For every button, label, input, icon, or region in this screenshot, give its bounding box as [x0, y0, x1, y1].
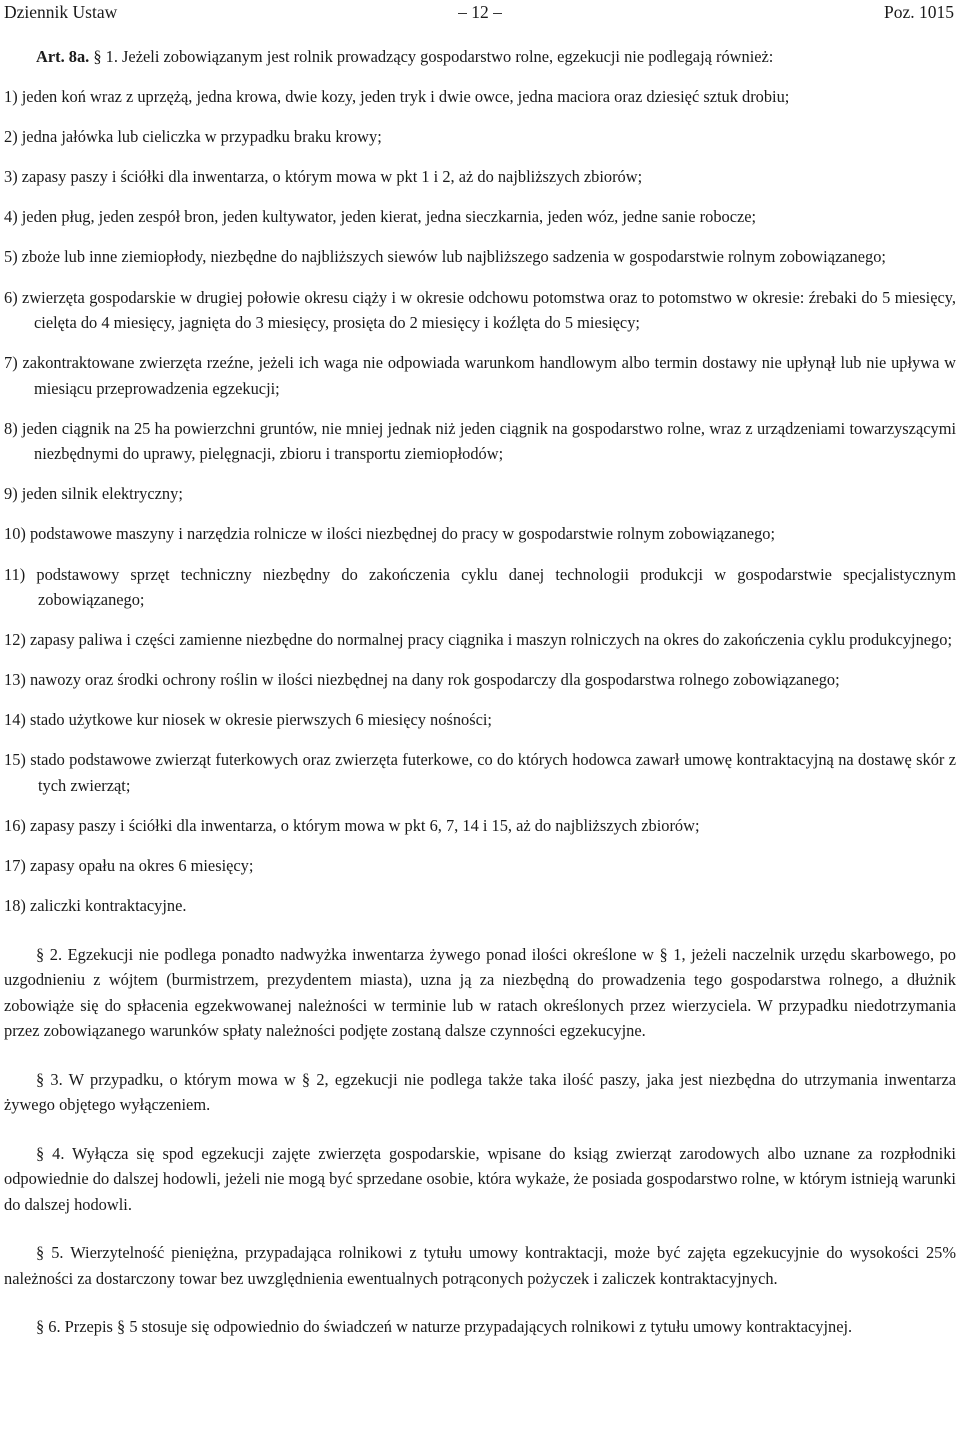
page-header [0, 0, 960, 26]
document-body [4, 44, 956, 1354]
list-item: 8) jeden ciągnik na 25 ha powierzchni gruntów, nie mniej jednak niż jeden ciągnik na gospodarstwo rolne, wraz z urządzeniami towarzyszącymi niezbędnymi do uprawy, pielęgnacji, zbioru i transportu ziemiopłodów; [4, 418, 956, 464]
list-item: 10) podstawowe maszyny i narzędzia rolnicze w ilości niezbędnej do pracy w gospodarstwie rolnym zobowiązanego; [4, 524, 776, 544]
list-item: 15) stado podstawowe zwierząt futerkowych oraz zwierzęta futerkowe, co do których hodowca zawarł umowę kontraktacyjną na dostawę skór z tych zwierząt; [4, 750, 956, 795]
journal-title: Dziennik Ustaw [4, 2, 118, 22]
list-item: 16) zapasy paszy i ściółki dla inwentarza, o którym mowa w pkt 6, 7, 14 i 15, aż do najbliższych zbiorów; [4, 816, 700, 835]
list-item: 17) zapasy opału na okres 6 miesięcy; [4, 856, 254, 876]
list-item: 6) zwierzęta gospodarskie w drugiej połowie okresu ciąży i w okresie odchowu potomstwa oraz to potomstwo w okresie: źrebaki do 5 miesięcy, cielęta do 4 miesięcy, jagnięta do 3 miesięcy, prosięta do 2 miesięcy i koźlęta do 5 miesięcy; [4, 287, 956, 333]
list-item: 13) nawozy oraz środki ochrony roślin w ilości niezbędnej na dany rok gospodarczy dla gospodarstwa rolnego zobowiązanego; [4, 670, 840, 690]
paragraph: § 2. Egzekucji nie podlega ponadto nadwyżka inwentarza żywego ponad ilości określone w § 1, jeżeli naczelnik urzędu skarbowego, po uzgodnieniu z wójtem (burmistrzem, prezydentem miasta), uzna ją za niezbędną do prowadzenia tego gospodarstwa rolnego, a dłużnik zobowiąże się do spłacenia egzekwowanej należności w terminie lub w ratach określonych przez wierzyciela. W przypadku niedotrzymania przez zobowiązanego warunków spłaty należności podjęte zostaną dalsze czynności egzekucyjne. [4, 944, 956, 1041]
position-number: Poz. 1015 [884, 2, 954, 22]
list-item: 3) zapasy paszy i ściółki dla inwentarza, o którym mowa w pkt 1 i 2, aż do najbliższych zbiorów; [4, 167, 643, 187]
list-item: 5) zboże lub inne ziemiopłody, niezbędne do najbliższych siewów lub najbliższego sadzenia w gospodarstwie rolnym zobowiązanego; [4, 247, 886, 267]
paragraph: § 4. Wyłącza się spod egzekucji zajęte zwierzęta gospodarskie, wpisane do ksiąg zwierząt zarodowych albo uznane za rozpłodniki odpowiednie do dalszej hodowli, jeżeli nie mogą być sprzedane osobie, która wykaże, że posiada gospodarstwo rolne, w którym istnieją warunki do dalszej hodowli. [4, 1143, 956, 1214]
list-item: 2) jedna jałówka lub cieliczka w przypadku braku krowy; [4, 127, 382, 147]
list-item: 18) zaliczki kontraktacyjne. [4, 896, 187, 916]
article-lead [4, 44, 956, 70]
page-number: – 12 – [458, 2, 502, 22]
paragraph: § 6. Przepis § 5 stosuje się odpowiednio do świadczeń w naturze przypadających rolnikowi z tytułu umowy kontraktacyjnej. [36, 1317, 853, 1337]
article-label: Art. 8a. [36, 47, 90, 66]
list-item: 1) jeden koń wraz z uprzężą, jedna krowa, dwie kozy, jeden tryk i dwie owce, jedna maciora oraz dziesięć sztuk drobiu; [4, 87, 790, 107]
list-item: 9) jeden silnik elektryczny; [4, 484, 183, 504]
list-item: 12) zapasy paliwa i części zamienne niezbędne do normalnej pracy ciągnika i maszyn rolniczych na okres do zakończenia cyklu produkcyjnego; [4, 630, 952, 650]
list-item: 14) stado użytkowe kur niosek w okresie pierwszych 6 miesięcy nośności; [4, 710, 492, 730]
paragraph: § 5. Wierzytelność pieniężna, przypadająca rolnikowi z tytułu umowy kontraktacji, może być zajęta egzekucyjnie do wysokości 25% należności za dostarczony towar bez uwzględnienia ewentualnych potrąconych pożyczek i zaliczek kontraktacyjnych. [4, 1243, 956, 1288]
paragraph: § 3. W przypadku, o którym mowa w § 2, egzekucji nie podlega także taka ilość paszy, jaka jest niezbędna do utrzymania inwentarza żywego objętego wyłączeniem. [4, 1069, 956, 1115]
list-item: 4) jeden pług, jeden zespół bron, jeden kultywator, jeden kierat, jedna sieczkarnia, jeden wóz, jedne sanie robocze; [4, 207, 757, 227]
list-item: 11) podstawowy sprzęt techniczny niezbędny do zakończenia cyklu danej technologii produkcji w gospodarstwie specjalistycznym zobowiązanego; [4, 564, 956, 610]
list-item: 7) zakontraktowane zwierzęta rzeźne, jeżeli ich waga nie odpowiada warunkom handlowym albo termin dostawy nie upłynął lub nie upływa w miesiącu przeprowadzenia egzekucji; [4, 353, 956, 398]
article-lead-text: § 1. Jeżeli zobowiązanym jest rolnik prowadzący gospodarstwo rolne, egzekucji nie podlegają również: [93, 47, 774, 66]
